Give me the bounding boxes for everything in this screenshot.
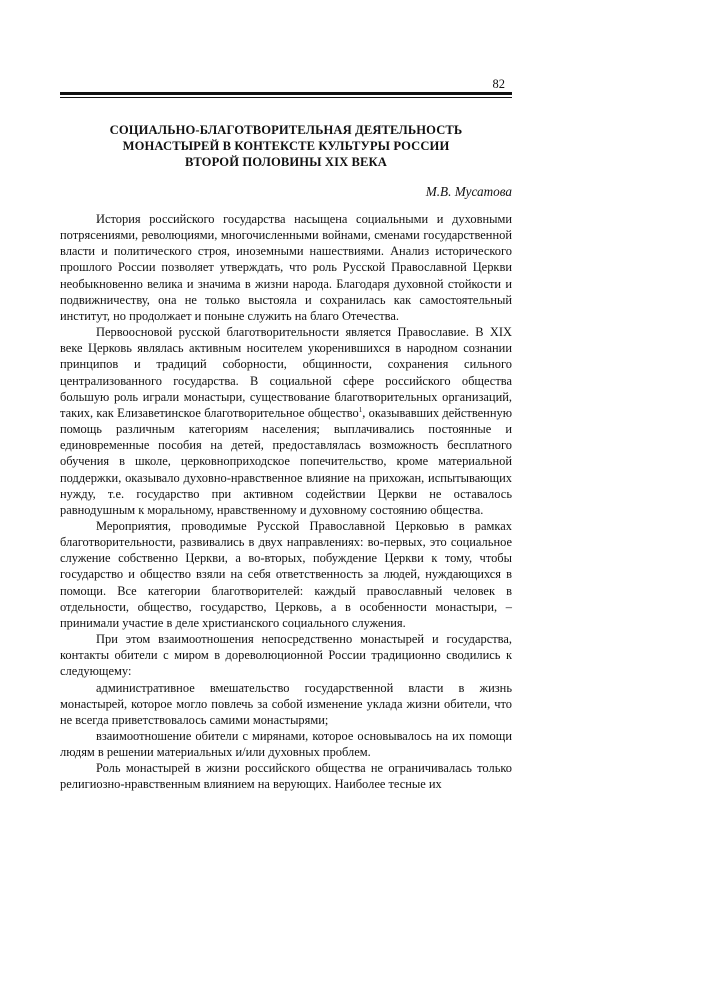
header-rule: [60, 92, 512, 98]
title-line: СОЦИАЛЬНО-БЛАГОТВОРИТЕЛЬНАЯ ДЕЯТЕЛЬНОСТЬ: [109, 123, 463, 137]
article-title: [60, 122, 512, 170]
list-item: взаимоотношение обители с мирянами, которое основывалось на их помощи людям в решении материальных и/или духовных проблем.: [60, 729, 512, 760]
footnote-mark: 1: [358, 405, 363, 414]
title-line: ВТОРОЙ ПОЛОВИНЫ XIX ВЕКА: [185, 155, 387, 169]
paragraph-text: , оказывавших действенную помощь различным категориям населения; выплачивались постоянные и единовременные пособия на детей, предоставлялась возможность бесплатного обучения в школе, церковноприходское попечительство, кроме материальной поддержки, оказывало духовно-нравственное влияние на прихожан, испытывающих нужду, т.е. государство при активном содействии Церкви не оставалось равнодушным к моральному, нравственному и духовному состоянию общества.: [60, 405, 512, 517]
paragraph-text: Первоосновой русской благотворительности является Православие. В XIX веке Церковь являлась активным носителем укоренившихся в народном сознании принципов и традиций соборности, общинности, сохранения сильного централизованного государства. В социальной сфере российского общества большую роль играли монастыри, существование благотворительных организаций, таких, как Елизаветинское благотворительное общество: [60, 325, 512, 420]
paragraph: История российского государства насыщена социальными и духовными потрясениями, революциями, многочисленными войнами, сменами государственной власти и политического строя, иноземными нашествиями. Анализ исторического прошлого России позволяет утверждать, что роль Русской Православной Церкви необыкновенно велика и значима в жизни народа. Благодаря духовной стойкости и подвижничеству, она не только выстояла и сохранилась как самостоятельный институт, но продолжает и поныне служить на благо Отечества.: [60, 212, 512, 323]
author: М.В. Мусатова: [425, 184, 512, 199]
paragraph: Роль монастырей в жизни российского общества не ограничивалась только религиозно-нравственным влиянием на верующих. Наиболее тесные их: [60, 761, 512, 792]
list-item: административное вмешательство государственной власти в жизнь монастырей, которое могло повлечь за собой изменение уклада жизни обители, что не всегда приветствовалось самими монастырями;: [60, 680, 512, 727]
paragraph: Мероприятия, проводимые Русской Православной Церковью в рамках благотворительности, развивались в двух направлениях: во-первых, это социальное служение собственно Церкви, а во-вторых, побуждение Церкви к тому, чтобы государство и общество взяли на себя ответственность за людей, нуждающихся в помощи. Все категории благотворителей: каждый православный человек в отдельности, общество, государство, Церковь, а в особенности монастыри, – принимали участие в деле христианского социального служения.: [60, 518, 512, 630]
page-number: 82: [492, 77, 505, 91]
paragraph: [60, 324, 512, 518]
title-line: МОНАСТЫРЕЙ В КОНТЕКСТЕ КУЛЬТУРЫ РОССИИ: [122, 139, 450, 153]
paragraph: При этом взаимоотношения непосредственно монастырей и государства, контакты обители с миром в дореволюционной России традиционно сводились к следующему:: [60, 632, 512, 679]
article-body: [60, 211, 512, 793]
